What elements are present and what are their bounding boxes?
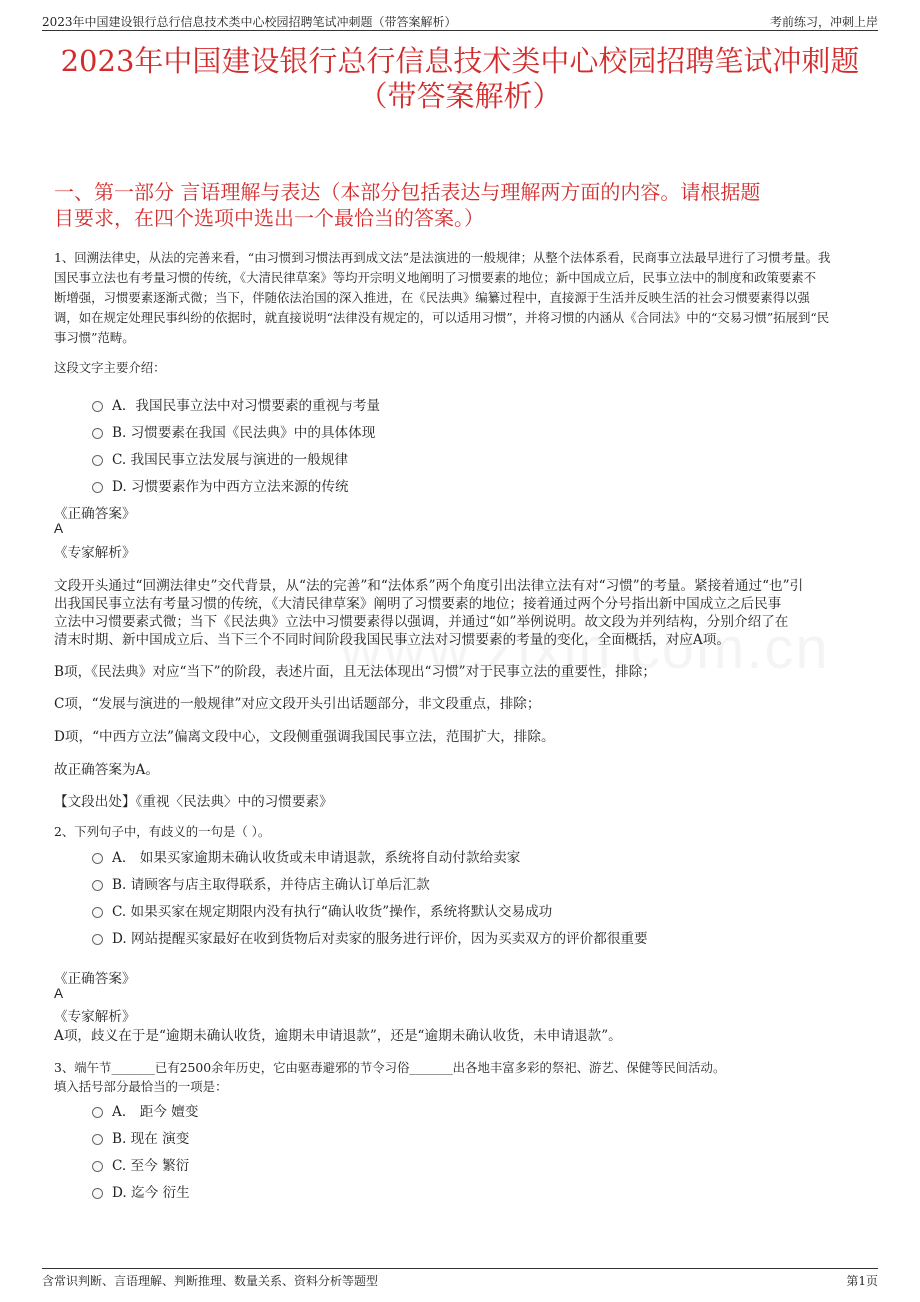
- q2-answer: A: [54, 986, 64, 1001]
- q3-option-d[interactable]: [92, 1181, 190, 1201]
- section-heading-line1: 一、第一部分 言语理解与表达（本部分包括表达与理解两方面的内容。请根据题: [54, 180, 761, 204]
- option-label: A． 距今 嬗变: [112, 1104, 199, 1120]
- q1-conclusion: 故正确答案为A。: [54, 762, 159, 778]
- q1-analysis-line: 出我国民事立法有考量习惯的传统，《大清民律草案》阐明了习惯要素的地位；接着通过两个分号指出新中国成立之后民事: [54, 596, 782, 612]
- q3-option-b[interactable]: [92, 1127, 189, 1147]
- q1-option-b[interactable]: [92, 421, 375, 441]
- option-label: D. 网站提醒买家最好在收到货物后对卖家的服务进行评价，因为买卖双方的评价都很重要: [112, 931, 648, 947]
- q1-stem-line: 调，如在规定处理民事纠纷的依据时，就直接说明“法律没有规定的，可以适用习惯”，并将习惯的内涵从《合同法》中的“交易习惯”拓展到“民: [54, 310, 830, 325]
- q2-option-c[interactable]: [92, 900, 552, 920]
- q1-stem-line: 1、回溯法律史，从法的完善来看，“由习惯到习惯法再到成文法”是法演进的一般规律；从整个法体系看，民商事立法最早进行了习惯考量。我: [54, 250, 831, 265]
- radio-icon[interactable]: [92, 482, 103, 493]
- radio-icon[interactable]: [92, 907, 103, 918]
- radio-icon[interactable]: [92, 880, 103, 891]
- radio-icon[interactable]: [92, 934, 103, 945]
- footer-divider: [42, 1268, 878, 1269]
- q2-analysis: A项，歧义在于是“逾期未确认收货，逾期未申请退款”，还是“逾期未确认收货，未申请退款”。: [54, 1028, 622, 1044]
- option-label: B. 请顾客与店主取得联系，并待店主确认订单后汇款: [112, 877, 430, 893]
- option-label: D. 迄今 衍生: [112, 1185, 190, 1201]
- q1-analysis-line: 立法中习惯要素式微；当下《民法典》立法中习惯要素得以强调，并通过“如”举例说明。故文段为并列结构，分别介绍了在: [54, 614, 789, 630]
- radio-icon[interactable]: [92, 1188, 103, 1199]
- radio-icon[interactable]: [92, 401, 103, 412]
- radio-icon[interactable]: [92, 1161, 103, 1172]
- page-title: 2023年中国建设银行总行信息技术类中心校园招聘笔试冲刺题: [60, 44, 860, 78]
- radio-icon[interactable]: [92, 1134, 103, 1145]
- q1-b-note: B项，《民法典》对应“当下”的阶段，表述片面，且无法体现出“习惯”对于民事立法的重要性，排除；: [54, 664, 656, 680]
- q2-analysis-label: 《专家解析》: [54, 1009, 136, 1025]
- q1-analysis-line: 文段开头通过“回溯法律史”交代背景，从“法的完善”和“法体系”两个角度引出法律立法有对“习惯”的考量。紧接着通过“也”引: [54, 578, 804, 594]
- q1-analysis-line: 清末时期、新中国成立后、当下三个不同时间阶段我国民事立法对习惯要素的考量的变化，全面概括，对应A项。: [54, 632, 730, 648]
- q1-option-d[interactable]: [92, 475, 349, 495]
- q2-option-a[interactable]: [92, 846, 520, 866]
- q2-option-b[interactable]: [92, 873, 430, 893]
- q1-stem-line: 国民事立法也有考量习惯的传统，《大清民律草案》等均开宗明义地阐明了习惯要素的地位；新中国成立后，民事立法中的制度和政策要素不: [54, 270, 817, 285]
- q1-option-a[interactable]: [92, 394, 380, 414]
- option-label: D. 习惯要素作为中西方立法来源的传统: [112, 479, 349, 495]
- q1-answer: A: [54, 521, 64, 536]
- q2-answer-label: 《正确答案》: [54, 971, 136, 987]
- header-divider: [42, 30, 878, 31]
- q1-analysis-label: 《专家解析》: [54, 545, 136, 561]
- option-label: C. 我国民事立法发展与演进的一般规律: [112, 452, 349, 468]
- q1-c-note: C项，“发展与演进的一般规律”对应文段开头引出话题部分，非文段重点，排除；: [54, 696, 541, 712]
- option-label: A．我国民事立法中对习惯要素的重视与考量: [112, 398, 381, 414]
- radio-icon[interactable]: [92, 1107, 103, 1118]
- q3-option-c[interactable]: [92, 1154, 189, 1174]
- option-label: B. 现在 演变: [112, 1131, 190, 1147]
- radio-icon[interactable]: [92, 853, 103, 864]
- option-label: C. 如果买家在规定期限内没有执行“确认收货”操作，系统将默认交易成功: [112, 904, 553, 920]
- q1-prompt: 这段文字主要介绍：: [54, 360, 166, 375]
- footer-categories: 含常识判断、言语理解、判断推理、数量关系、资料分析等题型: [42, 1274, 379, 1288]
- q2-option-d[interactable]: [92, 927, 648, 947]
- q3-stem: 3、端午节_______已有2500余年历史，它由驱毒避邪的节令习俗_______出各地丰富多彩的祭祀、游艺、保健等民间活动。: [54, 1060, 726, 1075]
- q2-stem: 2、下列句子中，有歧义的一句是（ ）。: [54, 824, 271, 839]
- q1-stem-line: 事习惯”范畴。: [54, 330, 135, 345]
- q1-source: 【文段出处】《重视〈民法典〉中的习惯要素》: [54, 794, 333, 810]
- radio-icon[interactable]: [92, 455, 103, 466]
- option-label: B. 习惯要素在我国《民法典》中的具体体现: [112, 425, 376, 441]
- q1-stem-line: 断增强，习惯要素逐渐式微；当下，伴随依法治国的深入推进，在《民法典》编纂过程中，直接源于生活并反映生活的社会习惯要素得以强: [54, 290, 810, 305]
- header-slogan: 考前练习，冲刺上岸: [769, 15, 878, 29]
- q1-d-note: D项，“中西方立法”偏离文段中心，文段侧重强调我国民事立法，范围扩大，排除。: [54, 729, 555, 745]
- q3-prompt: 填入括号部分最恰当的一项是：: [54, 1079, 228, 1094]
- radio-icon[interactable]: [92, 428, 103, 439]
- page-subtitle: （带答案解析）: [358, 79, 562, 113]
- section-heading-line2: 目要求，在四个选项中选出一个最恰当的答案。）: [54, 206, 484, 230]
- option-label: A． 如果买家逾期未确认收货或未申请退款，系统将自动付款给卖家: [112, 850, 521, 866]
- q1-answer-label: 《正确答案》: [54, 506, 136, 522]
- q3-option-a[interactable]: [92, 1100, 198, 1120]
- header-doc-title: 2023年中国建设银行总行信息技术类中心校园招聘笔试冲刺题（带答案解析）: [42, 15, 457, 29]
- footer-page-number: 第1页: [846, 1274, 878, 1288]
- q1-option-c[interactable]: [92, 448, 348, 468]
- option-label: C. 至今 繁衍: [112, 1158, 190, 1174]
